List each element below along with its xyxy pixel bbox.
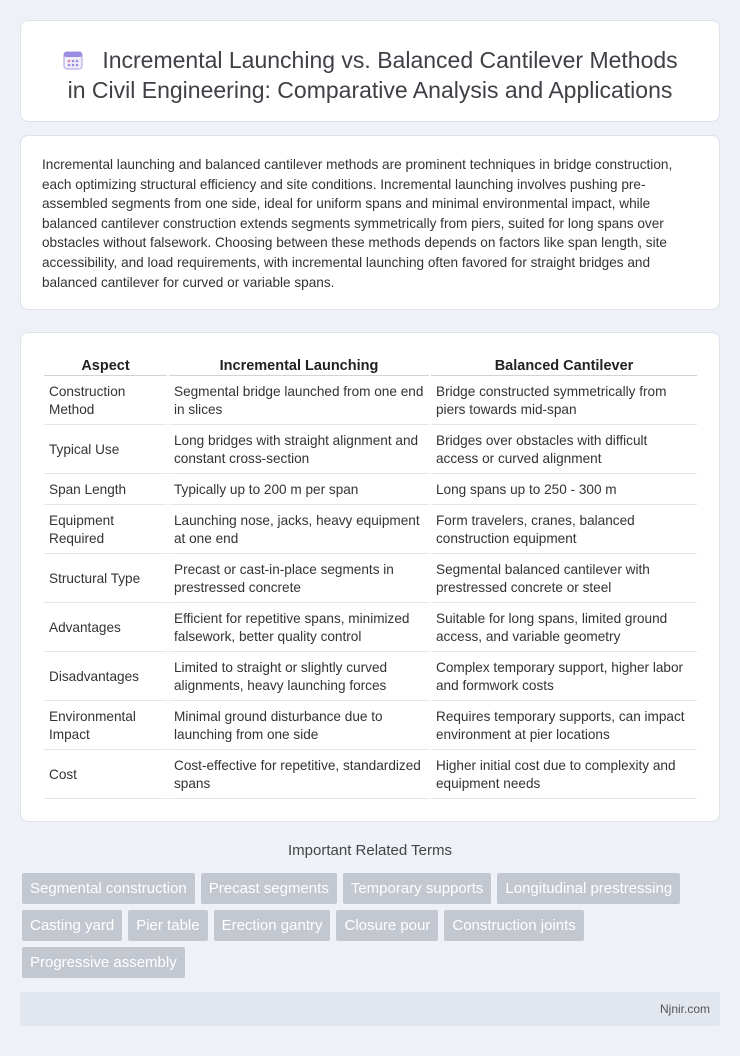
- table-header-row: [44, 355, 697, 376]
- related-term-tag[interactable]: Pier table: [128, 910, 207, 941]
- title-line-2: in Civil Engineering: Comparative Analysis and Applications: [67, 77, 673, 103]
- cell-aspect: Equipment Required: [44, 507, 167, 554]
- comparison-table: [42, 353, 699, 801]
- cell-aspect: Structural Type: [44, 556, 167, 603]
- related-term-tag[interactable]: Erection gantry: [214, 910, 331, 941]
- cell-cantilever: Complex temporary support, higher labor and formwork costs: [431, 654, 697, 701]
- page-title: [51, 45, 689, 105]
- cell-cantilever: Segmental balanced cantilever with prestressed concrete or steel: [431, 556, 697, 603]
- cell-aspect: Construction Method: [44, 378, 167, 425]
- table-row: [44, 427, 697, 474]
- table-row: [44, 605, 697, 652]
- related-term-tag[interactable]: Precast segments: [201, 873, 337, 904]
- cell-cantilever: Bridges over obstacles with difficult access or curved alignment: [431, 427, 697, 474]
- related-term-tag[interactable]: Closure pour: [336, 910, 438, 941]
- related-term-tag[interactable]: Segmental construction: [22, 873, 195, 904]
- table-row: [44, 556, 697, 603]
- related-term-tag[interactable]: Casting yard: [22, 910, 122, 941]
- cell-cantilever: Bridge constructed symmetrically from piers towards mid-span: [431, 378, 697, 425]
- title-line-1: Incremental Launching vs. Balanced Cantilever Methods: [102, 47, 678, 73]
- cell-aspect: Typical Use: [44, 427, 167, 474]
- intro-paragraph: Incremental launching and balanced cantilever methods are prominent techniques in bridge construction, each optimizing structural efficiency and site conditions. Incremental launching involves pushing pre-assembled segments from one side, ideal for uniform spans and minimal environmental impact, while balanced cantilever construction extends segments symmetrically from piers, suited for long spans over obstacles without falsework. Choosing between these methods depends on factors like span length, site accessibility, and load requirements, with incremental launching often favored for straight bridges and balanced cantilever for curved or variable spans.: [42, 157, 673, 290]
- related-term-tag[interactable]: Temporary supports: [343, 873, 492, 904]
- related-term-tag[interactable]: Construction joints: [444, 910, 583, 941]
- cell-incremental: Precast or cast-in-place segments in prestressed concrete: [169, 556, 429, 603]
- related-terms-list: [22, 873, 722, 978]
- footer: [20, 992, 720, 1026]
- cell-incremental: Typically up to 200 m per span: [169, 476, 429, 505]
- cell-cantilever: Form travelers, cranes, balanced construction equipment: [431, 507, 697, 554]
- cell-aspect: Cost: [44, 752, 167, 799]
- header-balanced-cantilever: Balanced Cantilever: [431, 355, 697, 376]
- cell-incremental: Limited to straight or slightly curved alignments, heavy launching forces: [169, 654, 429, 701]
- cell-incremental: Long bridges with straight alignment and constant cross-section: [169, 427, 429, 474]
- header-aspect: Aspect: [44, 355, 167, 376]
- related-term-tag[interactable]: Progressive assembly: [22, 947, 185, 978]
- table-row: [44, 703, 697, 750]
- cell-incremental: Minimal ground disturbance due to launching from one side: [169, 703, 429, 750]
- cell-cantilever: Long spans up to 250 - 300 m: [431, 476, 697, 505]
- cell-incremental: Cost-effective for repetitive, standardized spans: [169, 752, 429, 799]
- table-row: [44, 654, 697, 701]
- cell-aspect: Span Length: [44, 476, 167, 505]
- title-card: [20, 20, 720, 122]
- cell-cantilever: Higher initial cost due to complexity and equipment needs: [431, 752, 697, 799]
- cell-incremental: Segmental bridge launched from one end in slices: [169, 378, 429, 425]
- footer-site-link[interactable]: Njnir.com: [659, 1002, 710, 1016]
- comparison-table-card: [20, 332, 720, 822]
- related-terms-title: Important Related Terms: [288, 842, 452, 859]
- cell-incremental: Efficient for repetitive spans, minimized falsework, better quality control: [169, 605, 429, 652]
- cell-incremental: Launching nose, jacks, heavy equipment at one end: [169, 507, 429, 554]
- table-row: [44, 752, 697, 799]
- cell-aspect: Disadvantages: [44, 654, 167, 701]
- calendar-icon: [62, 49, 84, 71]
- cell-cantilever: Requires temporary supports, can impact environment at pier locations: [431, 703, 697, 750]
- cell-aspect: Environmental Impact: [44, 703, 167, 750]
- table-row: [44, 507, 697, 554]
- related-term-tag[interactable]: Longitudinal prestressing: [497, 873, 680, 904]
- cell-cantilever: Suitable for long spans, limited ground access, and variable geometry: [431, 605, 697, 652]
- table-row: [44, 378, 697, 425]
- intro-card: [20, 135, 720, 310]
- cell-aspect: Advantages: [44, 605, 167, 652]
- header-incremental-launching: Incremental Launching: [169, 355, 429, 376]
- table-row: [44, 476, 697, 505]
